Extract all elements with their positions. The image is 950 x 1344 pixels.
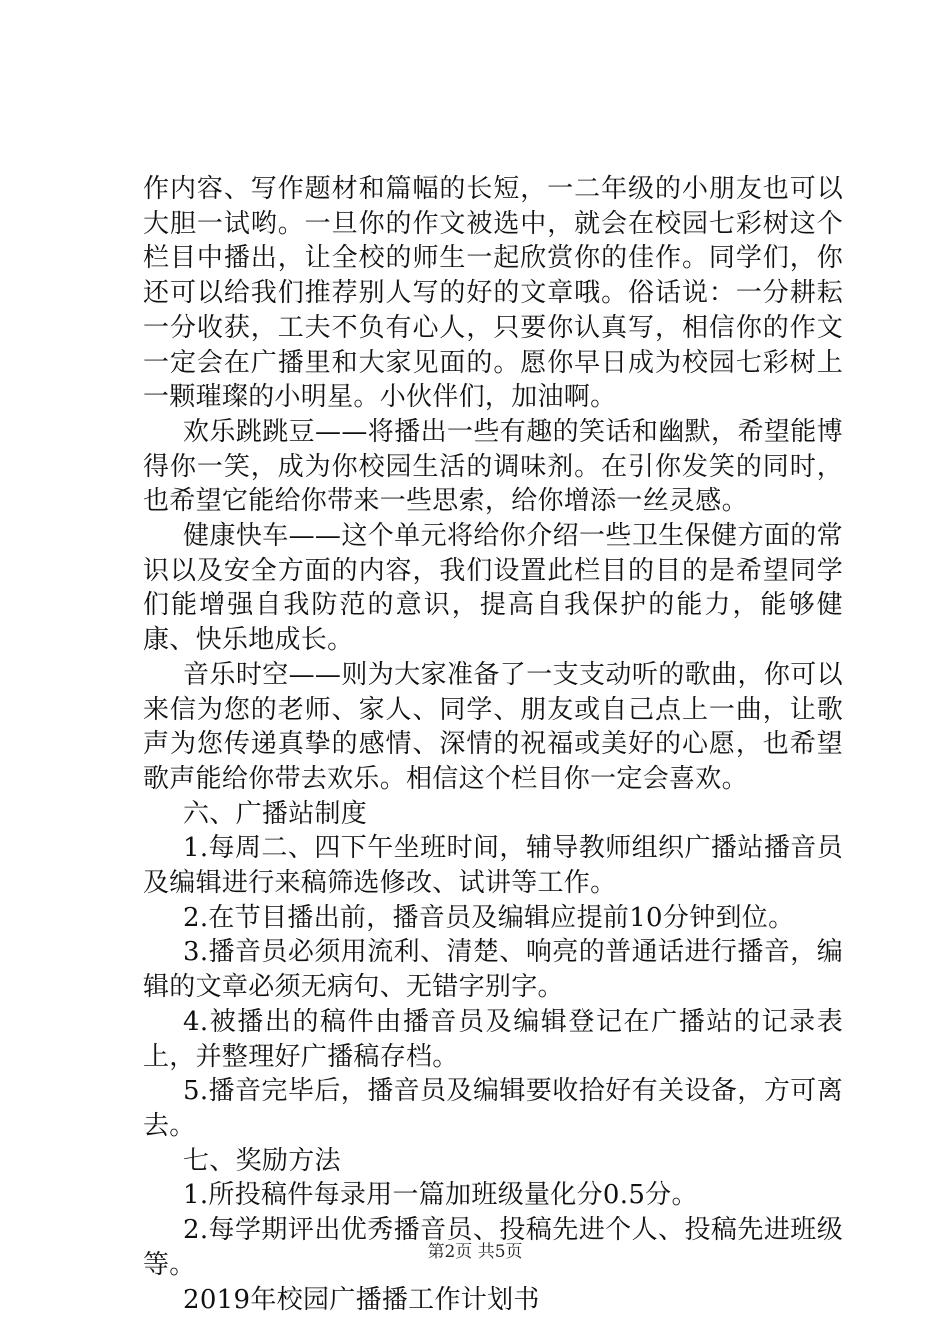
paragraph-happy-jumping-beans: 欢乐跳跳豆——将播出一些有趣的笑话和幽默，希望能博得你一笑，成为你校园生活的调味剂。在引你发笑的同时，也希望它能给你带来一些思索，给你增添一丝灵感。 bbox=[143, 416, 843, 517]
reward-item-2: 2.每学期评出优秀播音员、投稿先进个人、投稿先进班级等。 bbox=[143, 1215, 843, 1280]
rule-item-2: 2.在节目播出前，播音员及编辑应提前10分钟到位。 bbox=[183, 902, 795, 933]
paragraph-health-express: 健康快车——这个单元将给你介绍一些卫生保健方面的常识以及安全方面的内容，我们设置此栏目的目的是希望同学们能增强自我防范的意识，提高自我保护的能力，能够健康、快乐地成长。 bbox=[143, 521, 843, 656]
reward-item-1: 1.所投稿件每录用一篇加班级量化分0.5分。 bbox=[183, 1180, 698, 1211]
paragraph-music-time: 音乐时空——则为大家准备了一支支动听的歌曲，你可以来信为您的老师、家人、同学、朋友或自己点上一曲，让歌声为您传递真挚的感情、深情的祝福或美好的心愿，也希望歌声能给你带去欢乐。相信这个栏目你一定会喜欢。 bbox=[143, 659, 843, 794]
rule-item-1: 1.每周二、四下午坐班时间，辅导教师组织广播站播音员及编辑进行来稿筛选修改、试讲等工作。 bbox=[143, 833, 843, 899]
paragraph-essay-column-continued: 作内容、写作题材和篇幅的长短，一二年级的小朋友也可以大胆一试哟。一旦你的作文被选中，就会在校园七彩树这个栏目中播出，让全校的师生一起欣赏你的佳作。同学们，你还可以给我们推荐别人写的好的文章哦。俗话说：一分耕耘一分收获，工夫不负有心人，只要你认真写，相信你的作文一定会在广播里和大家见面的。愿你早日成为校园七彩树上一颗璀璨的小明星。小伙伴们，加油啊。 bbox=[143, 174, 843, 413]
document-body bbox=[143, 172, 843, 1317]
page-number-footer: 第2页 共5页 bbox=[427, 1242, 523, 1262]
rule-item-3: 3.播音员必须用流利、清楚、响亮的普通话进行播音，编辑的文章必须无病句、无错字别字。 bbox=[143, 937, 843, 1003]
document-title-line: 2019年校园广播播工作计划书 bbox=[183, 1284, 540, 1315]
section-heading-rewards: 七、奖励方法 bbox=[183, 1145, 341, 1176]
rule-item-5: 5.播音完毕后，播音员及编辑要收拾好有关设备，方可离去。 bbox=[143, 1076, 843, 1141]
rule-item-4: 4.被播出的稿件由播音员及编辑登记在广播站的记录表上，并整理好广播稿存档。 bbox=[143, 1006, 843, 1072]
section-heading-station-rules: 六、广播站制度 bbox=[183, 798, 368, 829]
